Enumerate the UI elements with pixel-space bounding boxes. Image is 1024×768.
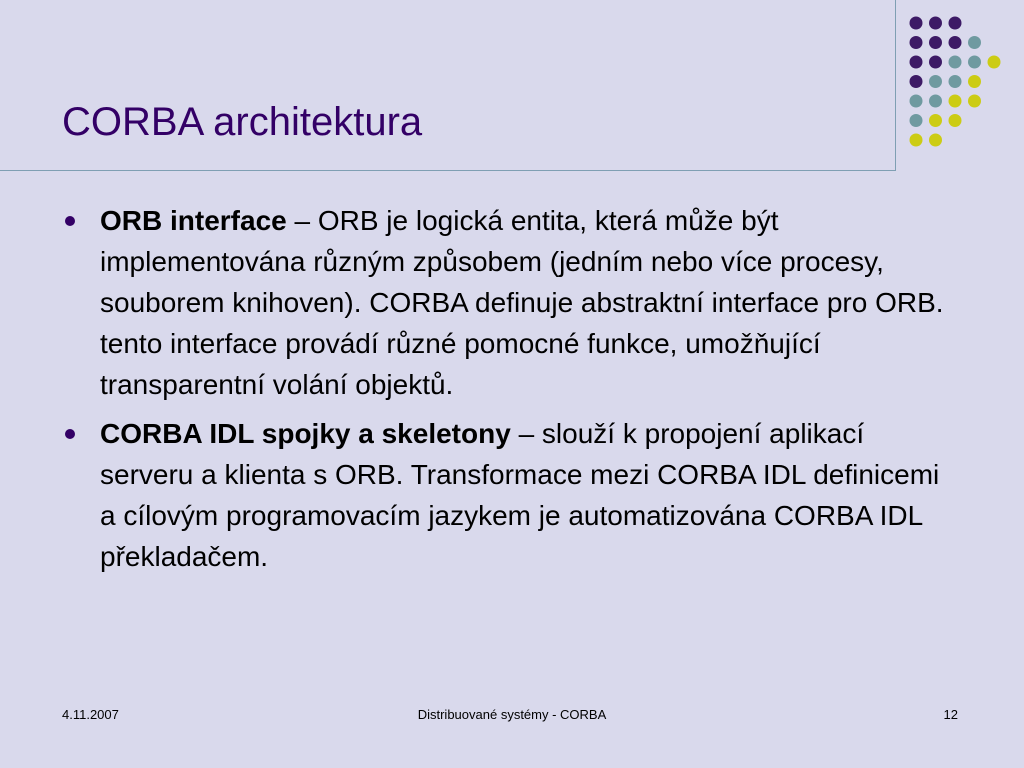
decorative-dot-grid (904, 8, 1004, 148)
bullet-text: – slouží k propojení aplikací serveru a klienta s ORB. Transformace mezi CORBA IDL definicemi a cílovým programovacím jazykem je automatizována CORBA IDL překladačem. (100, 418, 940, 572)
decorative-dot (929, 114, 942, 127)
decorative-dot (910, 75, 923, 88)
footer-title: Distribuované systémy - CORBA (417, 707, 607, 722)
vertical-divider (895, 0, 896, 171)
decorative-dot (910, 114, 923, 127)
decorative-dot (910, 95, 923, 108)
decorative-dot (929, 36, 942, 49)
bullet-term: CORBA IDL spojky a skeletony (100, 418, 511, 449)
decorative-dot (910, 36, 923, 49)
decorative-dot (968, 75, 981, 88)
decorative-dot (949, 75, 962, 88)
decorative-dot (929, 75, 942, 88)
decorative-dot (910, 17, 923, 30)
decorative-dot (949, 36, 962, 49)
bullet-item-idl-stubs (60, 413, 960, 577)
decorative-dot (968, 56, 981, 69)
decorative-dot (929, 56, 942, 69)
bullet-icon (65, 216, 75, 226)
decorative-dot (910, 134, 923, 147)
decorative-dot (949, 114, 962, 127)
bullet-text: – ORB je logická entita, která může být implementována různým způsobem (jedním nebo více procesy, souborem knihoven). CORBA definuje abstraktní interface pro ORB. tento interface provádí různé pomocné funkce, umožňující transparentní volání objektů. (100, 205, 944, 400)
decorative-dot (988, 56, 1001, 69)
decorative-dot (929, 95, 942, 108)
decorative-dot (949, 95, 962, 108)
decorative-dot (968, 95, 981, 108)
dot-grid-svg (904, 8, 1004, 148)
footer-date: 4.11.2007 (62, 707, 119, 722)
decorative-dot (968, 36, 981, 49)
slide-content (60, 200, 960, 585)
bullet-icon (65, 429, 75, 439)
decorative-dot (929, 134, 942, 147)
decorative-dot (949, 17, 962, 30)
bullet-term: ORB interface (100, 205, 287, 236)
bullet-item-orb-interface (60, 200, 960, 405)
decorative-dot (910, 56, 923, 69)
footer-page-number: 12 (943, 707, 958, 722)
decorative-dot (949, 56, 962, 69)
decorative-dot (929, 17, 942, 30)
slide-title: CORBA architektura (62, 100, 423, 144)
title-divider (0, 170, 896, 171)
